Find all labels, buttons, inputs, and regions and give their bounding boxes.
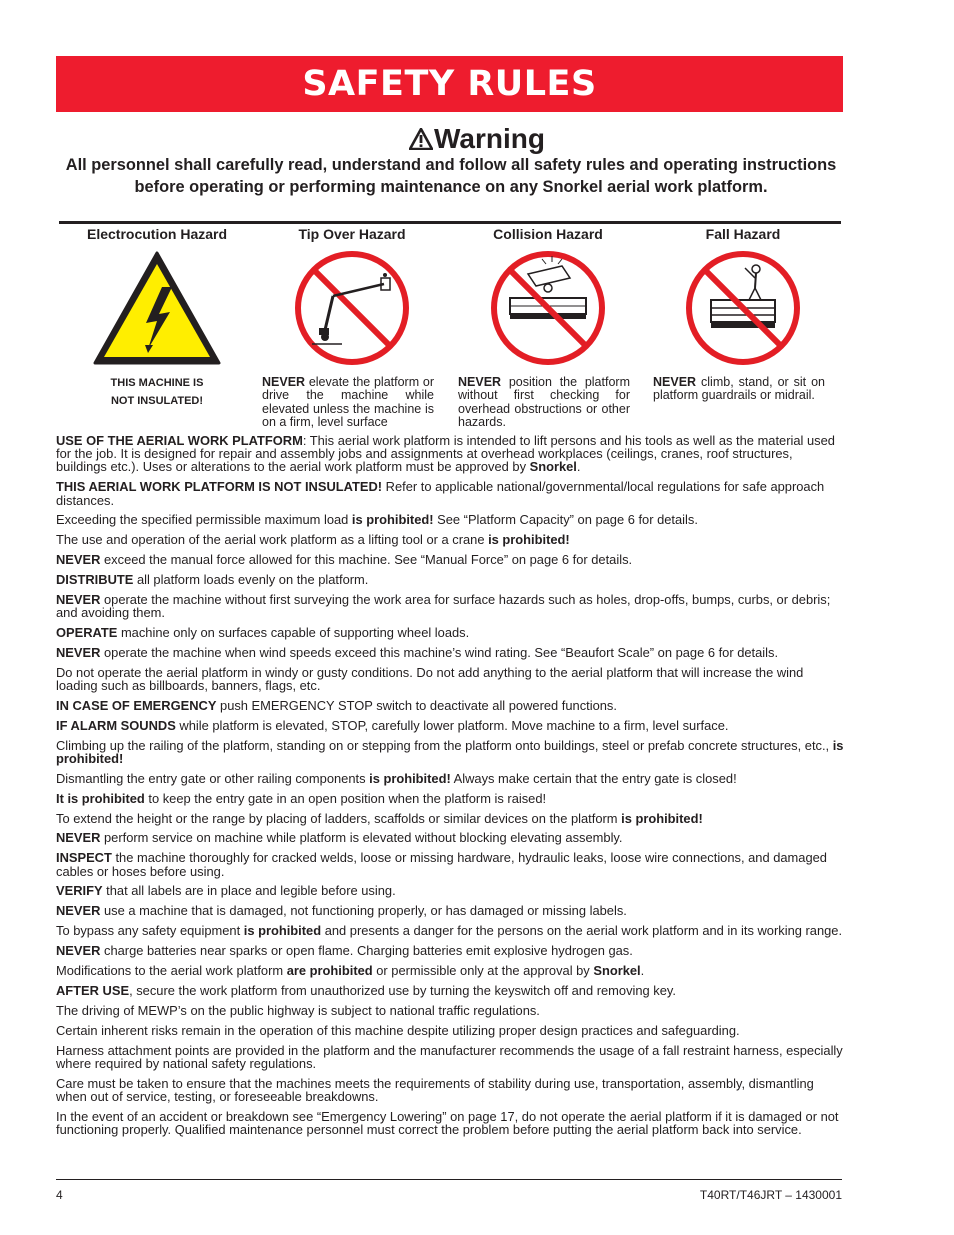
rule-emphasis: are prohibited xyxy=(286,963,373,979)
rule-emphasis: Snorkel xyxy=(593,963,641,979)
no-collision-icon xyxy=(488,248,608,368)
note-line: NOT INSULATED! xyxy=(110,395,204,407)
hazard-electrocution xyxy=(67,226,247,242)
safety-rule xyxy=(56,593,846,619)
rule-text: use a machine that is damaged, not functioning properly, or has damaged or missing labels. xyxy=(100,903,627,919)
rule-text: Refer to applicable national/governmental/local regulations for safe approach distances. xyxy=(56,479,825,508)
rule-emphasis: NEVER xyxy=(56,591,101,607)
safety-rule xyxy=(56,772,846,785)
hazard-lead: NEVER xyxy=(458,375,502,389)
rule-emphasis: NEVER xyxy=(56,830,101,846)
warning-triangle-icon xyxy=(409,128,433,150)
hazard-title: Tip Over Hazard xyxy=(298,226,406,242)
hazard-title: Fall Hazard xyxy=(705,226,781,242)
rule-emphasis: It is prohibited xyxy=(56,790,145,806)
safety-rule xyxy=(56,646,846,659)
no-tip-over-icon xyxy=(292,248,412,368)
hazard-description xyxy=(458,376,630,430)
note-line: THIS MACHINE IS xyxy=(110,377,204,389)
safety-rule xyxy=(56,1110,846,1136)
safety-rule xyxy=(56,792,846,805)
safety-rule xyxy=(56,1004,846,1017)
warning-heading xyxy=(0,122,954,156)
safety-rule xyxy=(56,1077,846,1103)
rule-emphasis: NEVER xyxy=(56,943,101,959)
safety-rule xyxy=(56,739,846,765)
rule-text: , secure the work platform from unauthorized use by turning the keyswitch off and removing key. xyxy=(129,982,676,998)
rule-text: Modifications to the aerial work platform xyxy=(56,963,287,979)
safety-rule xyxy=(56,924,846,937)
no-climbing-icon xyxy=(683,248,803,368)
safety-rule xyxy=(56,1024,846,1037)
safety-rule xyxy=(56,944,846,957)
not-insulated-note xyxy=(67,374,247,410)
rule-emphasis: NEVER xyxy=(56,903,101,919)
rule-emphasis: NEVER xyxy=(56,552,101,568)
rule-text: while platform is elevated, STOP, carefully lower platform. Move machine to a firm, level surface. xyxy=(175,717,729,733)
rule-text: perform service on machine while platform is elevated without blocking elevating assembly. xyxy=(100,830,623,846)
safety-rule xyxy=(56,851,846,877)
rule-text: charge batteries near sparks or open flame. Charging batteries emit explosive hydrogen gas. xyxy=(100,943,633,959)
rule-emphasis: is prohibited xyxy=(243,923,322,939)
hazard-description xyxy=(653,376,825,403)
safety-rule xyxy=(56,831,846,844)
rule-text: . xyxy=(640,963,645,979)
rule-text: Exceeding the specified permissible maximum load xyxy=(56,512,352,528)
safety-rule xyxy=(56,884,846,897)
rule-text: Do not operate the aerial platform in windy or gusty conditions. Do not add anything to the aerial platform that will increase the wind loading such as billboards, banners, flags, etc. xyxy=(56,664,804,694)
safety-rule xyxy=(56,812,846,825)
rule-text: Harness attachment points are provided in the platform and the manufacturer recommends the usage of a fall restraint harness, especially where required by national safety regulations. xyxy=(56,1042,843,1071)
rule-emphasis: Snorkel xyxy=(529,459,577,475)
rule-text: exceed the manual force allowed for this machine. See “Manual Force” on page 6 for details. xyxy=(100,552,633,568)
safety-rule xyxy=(56,666,846,692)
rule-emphasis: IN CASE OF EMERGENCY xyxy=(56,697,217,713)
electrocution-warning-icon xyxy=(92,250,222,366)
rule-text: that all labels are in place and legible before using. xyxy=(102,883,396,899)
hazard-title: Collision Hazard xyxy=(493,226,603,242)
rule-text: The driving of MEWP’s on the public highway is subject to national traffic regulations. xyxy=(56,1002,540,1018)
title-banner xyxy=(56,56,843,112)
rule-text: To bypass any safety equipment xyxy=(56,923,244,939)
hazard-fall xyxy=(653,226,833,403)
page-number: 4 xyxy=(56,1188,63,1202)
rule-text: to keep the entry gate in an open position when the platform is raised! xyxy=(144,790,547,806)
rule-emphasis: INSPECT xyxy=(56,850,112,866)
rule-text: operate the machine without first surveying the work area for surface hazards such as holes, drop-offs, bumps, curbs, or debris; and avoiding them. xyxy=(56,591,831,621)
warning-heading-text: Warning xyxy=(434,123,545,154)
hazard-text: elevate the platform or drive the machine while elevated unless the machine is on a firm, level surface xyxy=(262,375,434,430)
rule-emphasis: NEVER xyxy=(56,644,101,660)
rule-text: and presents a danger for the persons on the aerial work platform and in its working range. xyxy=(321,923,843,939)
safety-rule xyxy=(56,719,846,732)
rule-emphasis: is prohibited! xyxy=(369,770,451,786)
rule-text: Always make certain that the entry gate is closed! xyxy=(450,770,737,786)
hazard-text: position the platform without first checking for overhead obstructions or other hazards. xyxy=(458,375,630,430)
rule-text: or permissible only at the approval by xyxy=(372,963,594,979)
rule-text: Certain inherent risks remain in the operation of this machine despite utilizing proper design practices and safeguarding. xyxy=(56,1022,740,1038)
rule-text: all platform loads evenly on the platform. xyxy=(133,572,369,588)
rule-emphasis: OPERATE xyxy=(56,625,118,641)
rule-emphasis: is prohibited! xyxy=(621,810,703,826)
rule-text: operate the machine when wind speeds exceed this machine’s wind rating. See “Beaufort Scale” on page 6 for details. xyxy=(100,644,779,660)
rule-text: push EMERGENCY STOP switch to deactivate all powered functions. xyxy=(216,697,617,713)
document-id: T40RT/T46JRT – 1430001 xyxy=(699,1188,842,1202)
safety-rule xyxy=(56,513,846,526)
safety-rules-list xyxy=(56,434,846,1143)
rule-emphasis: is prohibited! xyxy=(56,737,844,766)
hazard-title: Electrocution Hazard xyxy=(86,226,228,242)
rule-text: the machine thoroughly for cracked welds, loose or missing hardware, hydraulic leaks, loose wire connections, and damaged cables or hoses before using. xyxy=(56,850,827,879)
hazard-collision xyxy=(458,226,638,430)
rule-emphasis: VERIFY xyxy=(56,883,103,899)
safety-rule xyxy=(56,573,846,586)
footer-divider xyxy=(56,1179,842,1180)
rule-text: . xyxy=(576,459,581,475)
rule-text: machine only on surfaces capable of supporting wheel loads. xyxy=(117,625,470,641)
safety-rule xyxy=(56,480,846,506)
rule-emphasis: is prohibited! xyxy=(351,512,434,528)
rule-emphasis: is prohibited! xyxy=(488,532,570,548)
safety-rule xyxy=(56,699,846,712)
safety-rule xyxy=(56,984,846,997)
rule-text: To extend the height or the range by placing of ladders, scaffolds or similar devices on the platform xyxy=(56,810,622,826)
hazard-lead: NEVER xyxy=(653,375,697,389)
safety-rule xyxy=(56,553,846,566)
safety-rule xyxy=(56,434,846,474)
rule-text: Care must be taken to ensure that the machines meets the requirements of stability during use, transportation, assembly, dismantling when out of service, testing, or foreseeable breakdowns. xyxy=(56,1075,814,1104)
rule-emphasis: DISTRIBUTE xyxy=(56,572,134,588)
warning-intro: All personnel shall carefully read, understand and follow all safety rules and operating instructions before operating or performing maintenance on any Snorkel aerial work platform. xyxy=(65,156,837,196)
rule-text: In the event of an accident or breakdown see “Emergency Lowering” on page 17, do not operate the aerial platform if it is damaged or not functioning properly. Qualified maintenance personnel must correct the problem before putting the aerial platform back into service. xyxy=(56,1108,839,1137)
rule-emphasis: USE OF THE AERIAL WORK PLATFORM xyxy=(56,433,303,448)
rule-text: Dismantling the entry gate or other railing components xyxy=(56,770,370,786)
safety-rule xyxy=(56,1044,846,1070)
safety-rule xyxy=(56,626,846,639)
rule-emphasis: AFTER USE xyxy=(56,982,130,998)
hazard-description xyxy=(262,376,434,430)
rule-emphasis: THIS AERIAL WORK PLATFORM IS NOT INSULATED! xyxy=(56,479,383,495)
hazard-lead: NEVER xyxy=(262,375,306,389)
section-divider xyxy=(59,221,841,224)
safety-rule xyxy=(56,904,846,917)
rule-text: See “Platform Capacity” on page 6 for details. xyxy=(433,512,698,528)
hazard-tip-over xyxy=(262,226,442,430)
hazard-text: climb, stand, or sit on platform guardrails or midrail. xyxy=(653,375,825,403)
rule-text: : This aerial work platform is intended to lift persons and his tools as well as the material used for the job. It is designed for repair and assembly jobs and assignments at overhead workplaces (ceilings, cranes, roof structures, buildings etc.). Uses or alterations to the aerial work platform must be approved by xyxy=(56,433,835,475)
rule-text: Climbing up the railing of the platform, standing on or stepping from the platform onto buildings, steel or prefab concrete structures, etc., xyxy=(56,737,833,753)
page-title: SAFETY RULES xyxy=(302,64,597,104)
rule-emphasis: IF ALARM SOUNDS xyxy=(56,717,176,733)
rule-text: The use and operation of the aerial work platform as a lifting tool or a crane xyxy=(56,532,489,548)
safety-rule xyxy=(56,964,846,977)
safety-rule xyxy=(56,533,846,546)
